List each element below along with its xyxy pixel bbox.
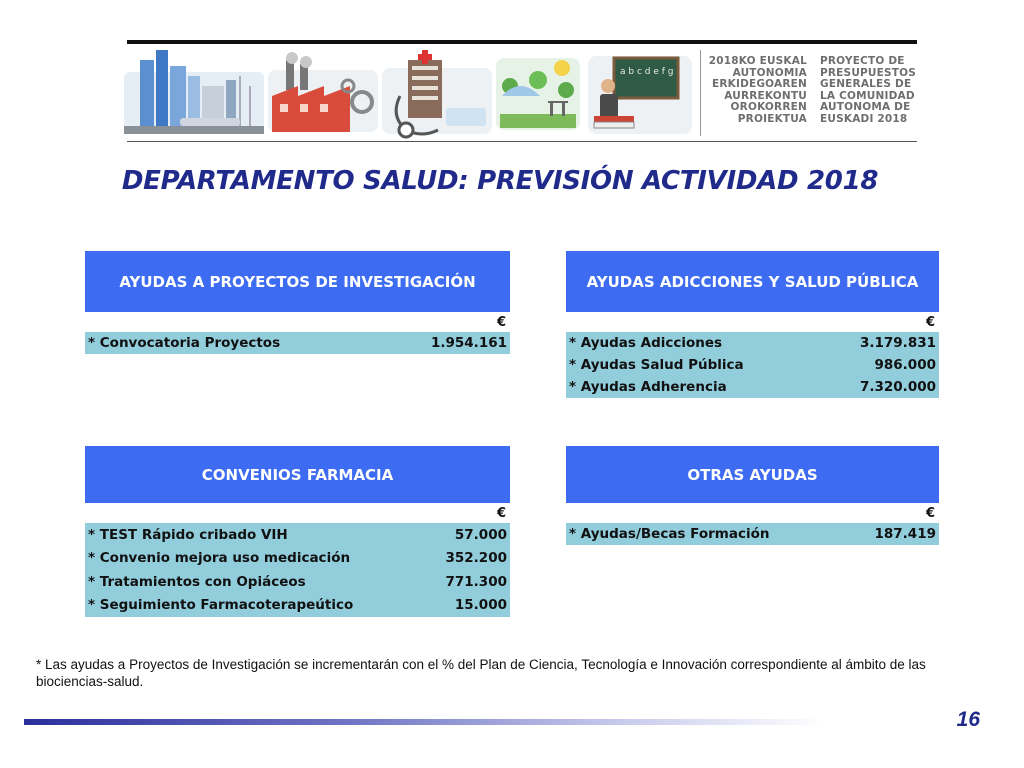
row-label: * Convenio mejora uso medicación [88, 550, 351, 567]
row-label: * Ayudas Adherencia [569, 379, 727, 395]
banner-es-line: PRESUPUESTOS [820, 66, 917, 79]
banner-illustrations [110, 46, 700, 140]
banner-eu-line: AUTONOMIA [732, 66, 807, 79]
row-label: * Tratamientos con Opiáceos [88, 573, 306, 590]
table-row [566, 523, 939, 545]
row-value: 352.200 [445, 550, 507, 567]
panel-farmacia [85, 446, 510, 617]
row-value: 15.000 [454, 597, 507, 614]
banner-es-line: GENERALES DE [820, 78, 912, 91]
row-label: * TEST Rápido cribado VIH [88, 526, 288, 543]
row-value: 187.419 [874, 526, 936, 542]
table-row [85, 547, 510, 571]
panel-header: CONVENIOS FARMACIA [85, 446, 510, 503]
banner-text-euskara [700, 56, 807, 126]
row-value: 57.000 [454, 526, 507, 543]
currency-label: € [925, 506, 935, 521]
table-row [566, 332, 939, 354]
table-row [566, 354, 939, 376]
currency-label: € [925, 315, 935, 330]
row-label: * Convocatoria Proyectos [88, 335, 281, 351]
park-icon [496, 58, 580, 130]
banner-es-line: AUTONOMA DE [820, 101, 911, 114]
row-value: 7.320.000 [859, 379, 936, 395]
row-value: 771.300 [445, 573, 507, 590]
factory-icon [268, 52, 378, 132]
data-rows [85, 523, 510, 617]
row-value: 1.954.161 [430, 335, 507, 351]
currency-label: € [496, 315, 506, 330]
panel-investigacion [85, 251, 510, 354]
banner-es-line: EUSKADI 2018 [820, 112, 908, 125]
row-value: 986.000 [874, 357, 936, 373]
panel-adicciones [566, 251, 939, 398]
banner-es-line: LA COMUNIDAD [820, 89, 915, 102]
currency-label: € [496, 506, 506, 521]
banner-es-line: PROYECTO DE [820, 55, 905, 67]
row-label: * Ayudas Adicciones [569, 335, 723, 351]
banner-eu-line: ERKIDEGOAREN [711, 78, 807, 91]
banner-bottom-rule [127, 141, 917, 142]
banner-eu-line: OROKORREN [730, 101, 807, 114]
panel-header: AYUDAS A PROYECTOS DE INVESTIGACIÓN [85, 251, 510, 312]
page-number: 16 [956, 708, 980, 731]
panel-header: AYUDAS ADICCIONES Y SALUD PÚBLICA [566, 251, 939, 312]
row-label: * Ayudas/Becas Formación [569, 526, 770, 542]
chalkboard-text: a b c d e f g [620, 67, 674, 77]
banner-top-rule [127, 40, 917, 44]
banner-eu-line: AURREKONTU [724, 89, 807, 102]
page-title: DEPARTAMENTO SALUD: PREVISIÓN ACTIVIDAD 2018 [121, 166, 879, 196]
banner-text-castellano [820, 56, 920, 126]
row-label: * Seguimiento Farmacoterapeútico [88, 597, 354, 614]
data-rows [566, 332, 939, 398]
city-skyline-icon [124, 50, 264, 134]
data-rows [85, 332, 510, 354]
panel-otras-ayudas [566, 446, 939, 545]
footnote: * Las ayudas a Proyectos de Investigación se incrementarán con el % del Plan de Ciencia, Tecnología e Innovación correspondiente al ámbito de las biociencias-salud. [36, 657, 926, 689]
data-rows [566, 523, 939, 545]
classroom-teacher-icon [588, 56, 692, 134]
row-label: * Ayudas Salud Pública [569, 357, 744, 373]
row-value: 3.179.831 [859, 335, 936, 351]
hospital-stethoscope-icon [382, 50, 492, 137]
panel-header: OTRAS AYUDAS [566, 446, 939, 503]
banner-eu-line: 2018KO EUSKAL [708, 55, 807, 67]
table-row [85, 570, 510, 594]
table-row [85, 332, 510, 354]
footer-gradient-bar [24, 719, 824, 725]
banner-eu-line: PROIEKTUA [737, 112, 807, 125]
table-row [85, 523, 510, 547]
table-row [566, 376, 939, 398]
table-row [85, 594, 510, 618]
